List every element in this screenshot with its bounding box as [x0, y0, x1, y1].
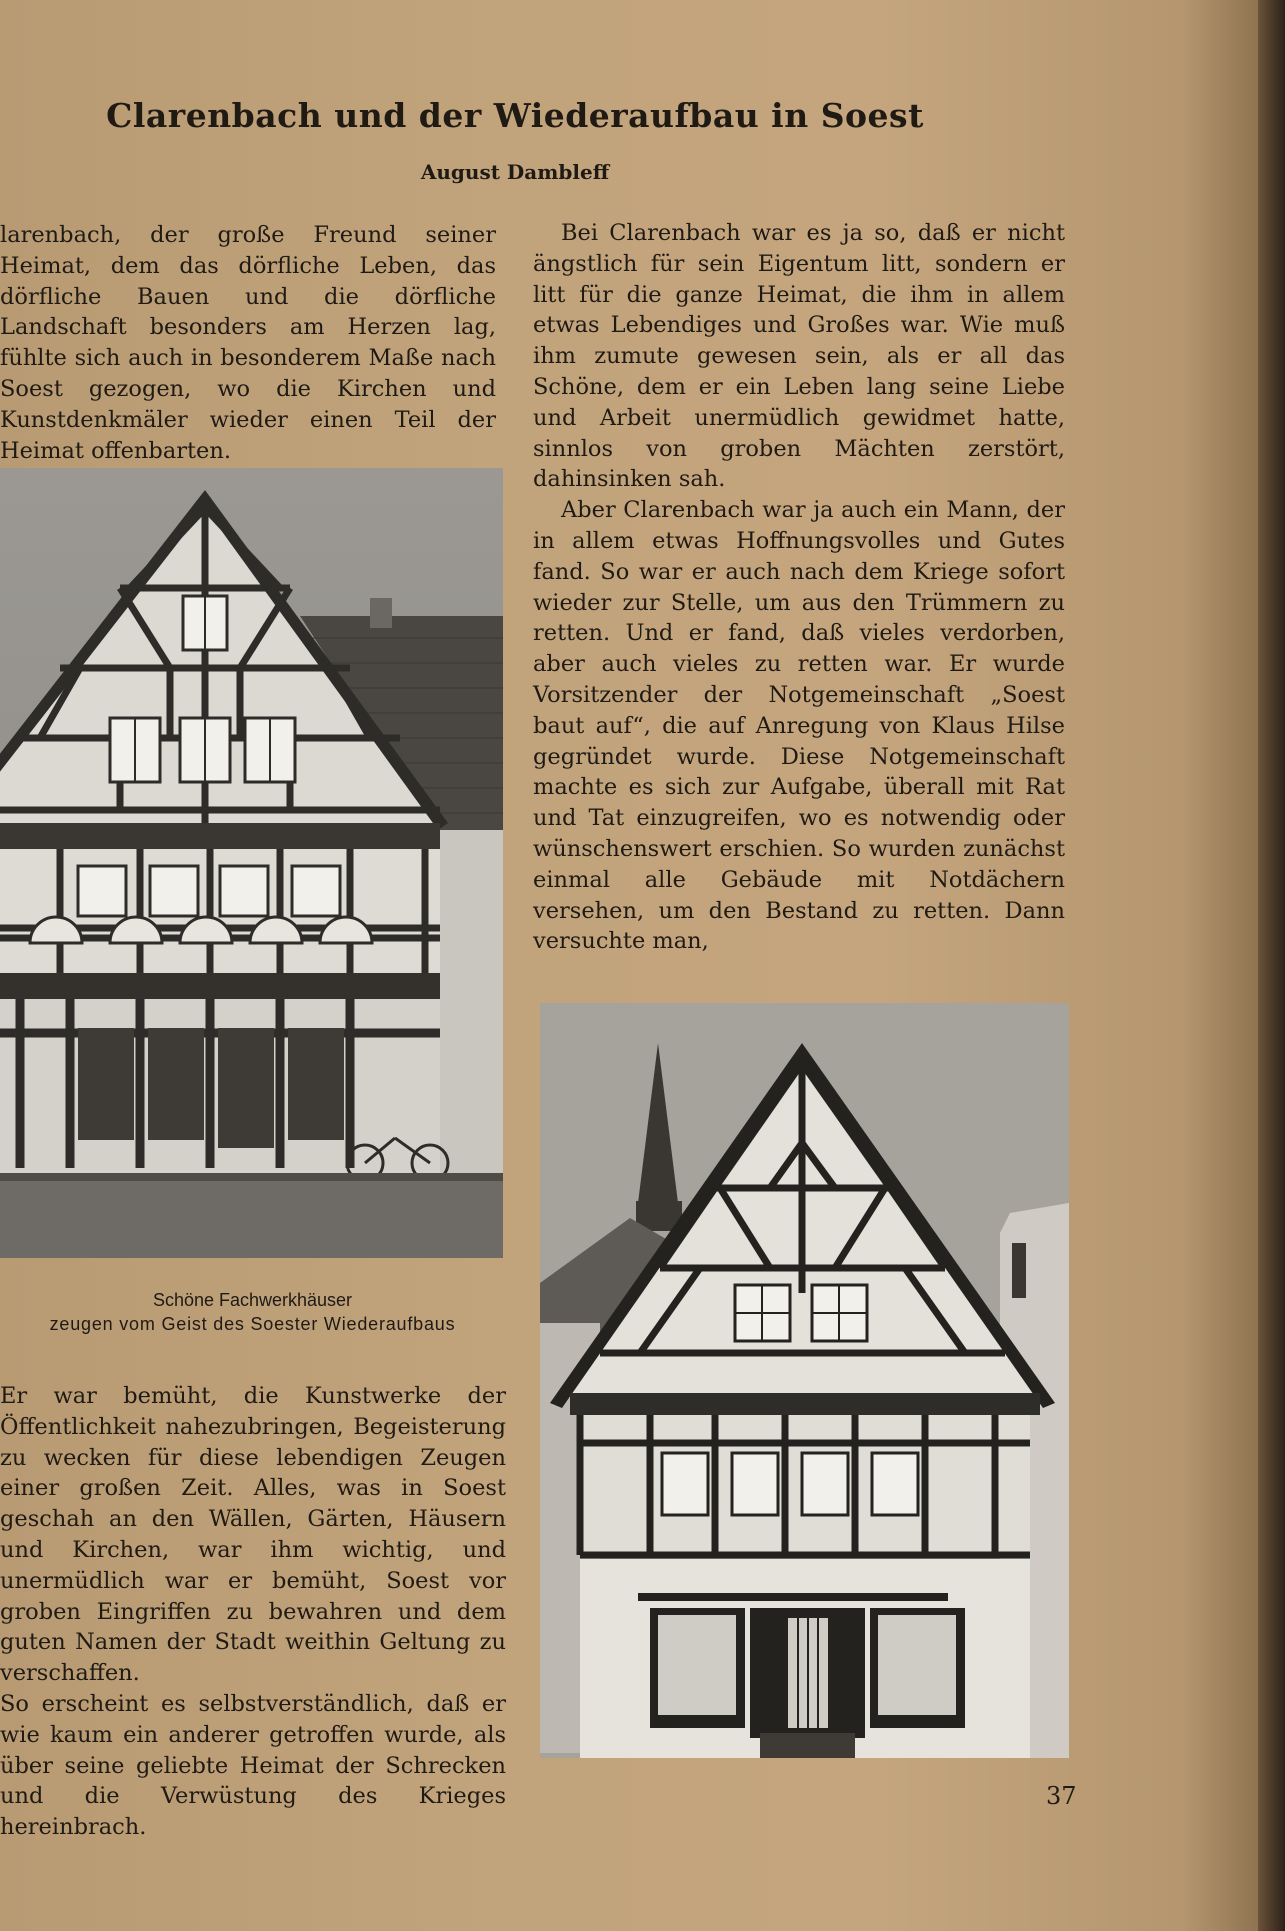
page-number: 37 [1046, 1782, 1077, 1810]
photo-half-timbered-house-right [540, 1003, 1069, 1758]
column-right [533, 218, 1065, 957]
photo-half-timbered-house-left [0, 468, 503, 1258]
paragraph: Er war bemüht, die Kunstwerke der Öffentlichkeit nahezubringen, Begeisterung zu wecken für diese lebendigen Zeugen einer großen Zeit. Alles, was in Soest geschah an den Wällen, Gärten, Häusern und Kirchen, war ihm wichtig, und unermüdlich war er bemüht, Soest vor groben Eingriffen zu bewahren und dem guten Namen der Stadt weithin Geltung zu verschaffen. [0, 1383, 506, 1687]
photo-caption-line1: Schöne Fachwerkhäuser [152, 1290, 353, 1310]
book-binding-edge [1258, 0, 1285, 1931]
photo-caption-line2: zeugen vom Geist des Soester Wiederaufbaus [49, 1314, 456, 1334]
column-left-top [0, 220, 496, 466]
article-author: August Dambleff [420, 160, 610, 184]
column-left-bottom [0, 1381, 506, 1843]
paragraph: So erscheint es selbstverständlich, daß er wie kaum ein anderer getroffen wurde, als über seine geliebte Heimat der Schrecken und die Verwüstung des Krieges hereinbrach. [0, 1690, 506, 1841]
article-title: Clarenbach und der Wiederaufbau in Soest [106, 96, 924, 135]
paragraph: larenbach, der große Freund seiner Heimat, dem das dörfliche Leben, das dörfliche Bauen und die dörfliche Landschaft besonders am Herzen lag, fühlte sich auch in besonderem Maße nach Soest gezogen, wo die Kirchen und Kunstdenkmäler wieder einen Teil der Heimat offenbarten. [0, 222, 496, 464]
paragraph: Bei Clarenbach war es ja so, daß er nicht ängstlich für sein Eigentum litt, sondern er litt für die ganze Heimat, die ihm in allem etwas Lebendiges und Großes war. Wie muß ihm zumute gewesen sein, als er all das Schöne, dem er ein Leben lang seine Liebe und Arbeit unermüdlich gewidmet hatte, sinnlos von groben Mächten zerstört, dahinsinken sah. [533, 220, 1065, 493]
paragraph: Aber Clarenbach war ja auch ein Mann, der in allem etwas Hoffnungsvolles und Gutes fand. So war er auch nach dem Kriege sofort wieder zur Stelle, um aus den Trümmern zu retten. Und er fand, daß vieles verdorben, aber auch vieles zu retten war. Er wurde Vorsitzender der Notgemeinschaft „Soest baut auf“, die auf Anregung von Klaus Hilse gegründet wurde. Diese Notgemeinschaft machte es sich zur Aufgabe, überall mit Rat und Tat einzugreifen, wo es notwendig oder wünschenswert erschien. So wurden zunächst einmal alle Gebäude mit Notdächern versehen, um den Bestand zu retten. Dann versuchte man, [533, 497, 1065, 955]
